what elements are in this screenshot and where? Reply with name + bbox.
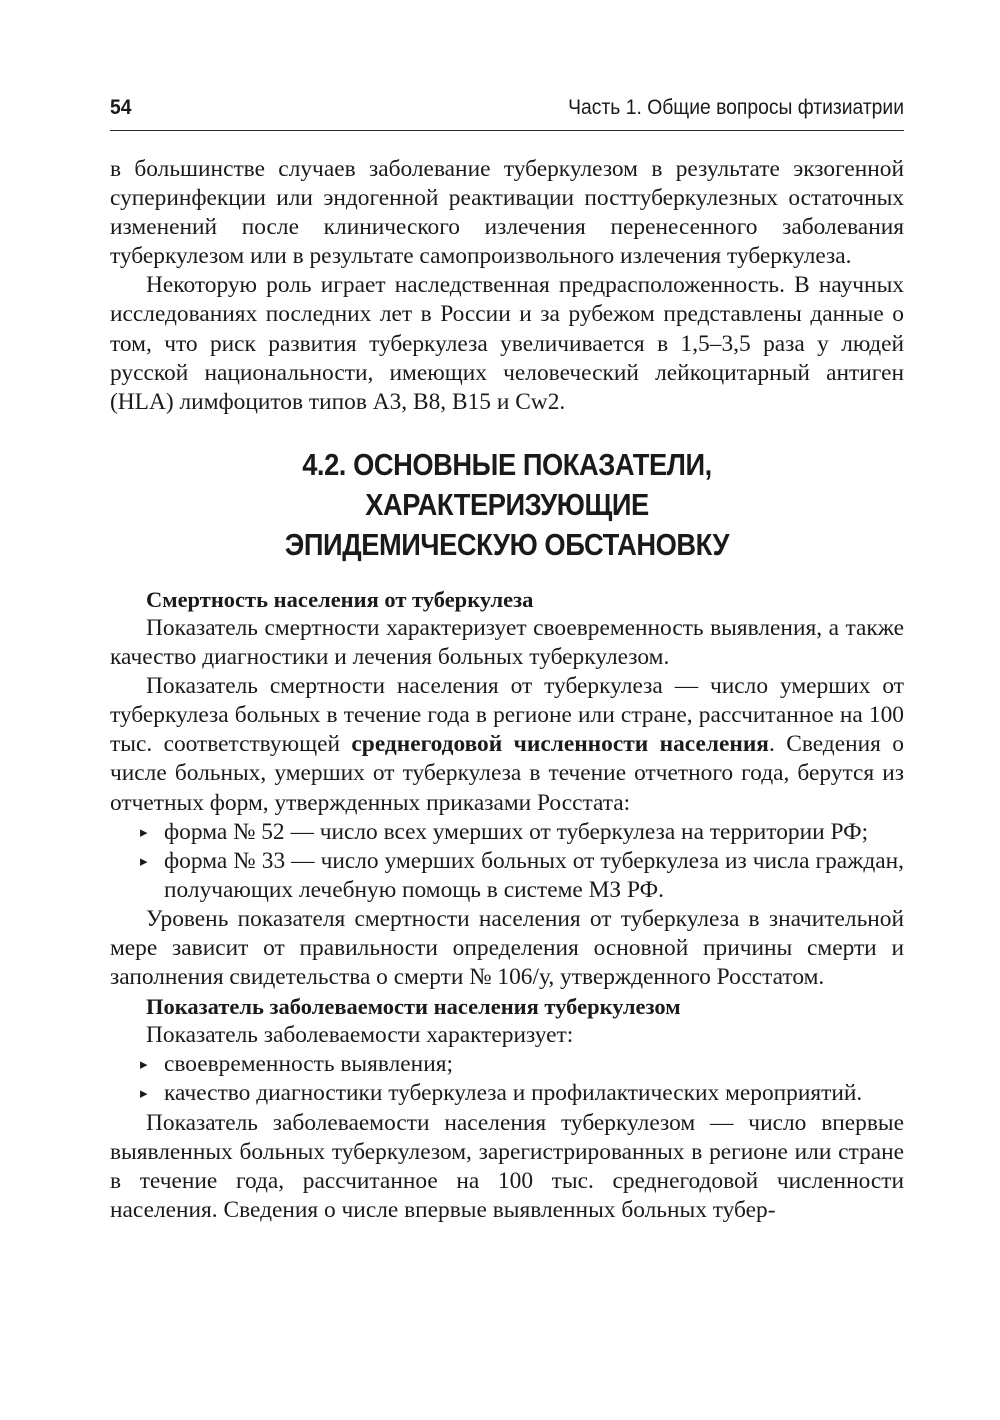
incidence-paragraph-1: Показатель заболеваемости характеризует: (146, 1022, 574, 1049)
triangle-right-icon: ▸ (140, 851, 148, 870)
triangle-right-icon: ▸ (140, 1084, 148, 1103)
intro-paragraph-1: в большинстве случаев заболевание туберкулезом в результате экзогенной суперинфекции или эндогенной реактивации посттуберкулезных остаточных изменений после клинического излечения перенесенного заболевания туберкулезом или в результате самопроизвольного излечения туберкулеза. (110, 156, 904, 270)
list-item (140, 1079, 904, 1108)
list-item-text: качество диагностики туберкулеза и профилактических мероприятий. (164, 1080, 863, 1107)
section-title (158, 445, 857, 565)
mortality-paragraph-1: Показатель смертности характеризует своевременность выявления, а также качество диагностики и лечения больных туберкулезом. (110, 614, 904, 671)
incidence-heading: Показатель заболеваемости населения туберкулезом (146, 994, 681, 1020)
page-body (110, 155, 904, 1225)
section-title-line-2: ЭПИДЕМИЧЕСКУЮ ОБСТАНОВКУ (284, 526, 730, 562)
mortality-paragraph-2-end: . Сведения о числе больных, умерших от туберкулеза в течение отчетного года, берутся из отчетных форм, утвержденных приказами Росстата: (110, 731, 904, 816)
incidence-paragraph-2: Показатель заболеваемости населения туберкулезом — число впервые выявленных больных туберкулезом, зарегистрированных в регионе или стране в течение года, рассчитанное на 100 тыс. среднегодовой численности населения. Сведения о числе впервые выявленных больных тубер- (110, 1109, 904, 1223)
list-item-text: своевременность выявления; (164, 1051, 453, 1078)
mortality-paragraph-2 (110, 672, 904, 817)
page-number: 54 (110, 96, 132, 119)
mortality-paragraph-3: Уровень показателя смертности населения от туберкулеза в значительной мере зависит от правильности определения основной причины смерти и заполнения свидетельства о смерти № 106/у, утвержденного Росстатом. (110, 905, 904, 991)
running-head (110, 96, 904, 131)
triangle-right-icon: ▸ (140, 1055, 148, 1074)
mortality-heading: Смертность населения от туберкулеза (146, 586, 534, 612)
list-item (140, 1050, 904, 1079)
list-item-text: форма № 52 — число всех умерших от туберкулеза на территории РФ; (164, 818, 869, 845)
list-item-text: форма № 33 — число умерших больных от туберкулеза из числа граждан, получающих лечебную помощь в системе МЗ РФ. (164, 847, 904, 903)
section-title-line-1: 4.2. ОСНОВНЫЕ ПОКАЗАТЕЛИ, ХАРАКТЕРИЗУЮЩИЕ (302, 446, 712, 522)
list-item (140, 847, 904, 905)
intro-paragraph-2: Некоторую роль играет наследственная предрасположенность. В научных исследованиях последних лет в России и за рубежом представлены данные о том, что риск развития туберкулеза увеличивается в 1,5–3,5 раза у людей русской национальности, имеющих человеческий лейкоцитарный антиген (HLA) лимфоцитов типов A3, B8, B15 и Cw2. (110, 272, 904, 415)
triangle-right-icon: ▸ (140, 822, 148, 841)
running-title: Часть 1. Общие вопросы фтизиатрии (568, 96, 905, 119)
list-item (140, 818, 904, 847)
mortality-paragraph-2-start: Показатель смертности населения от туберкулеза — число умерших от туберкулеза больных в течение года в регионе или стране, рассчитанное на 100 тыс. соответствующей (110, 673, 904, 758)
mortality-bullet-list (110, 818, 904, 905)
incidence-bullet-list (110, 1050, 904, 1108)
mortality-paragraph-2-bold: среднегодовой численности населения (351, 731, 769, 758)
book-page (110, 96, 904, 1225)
